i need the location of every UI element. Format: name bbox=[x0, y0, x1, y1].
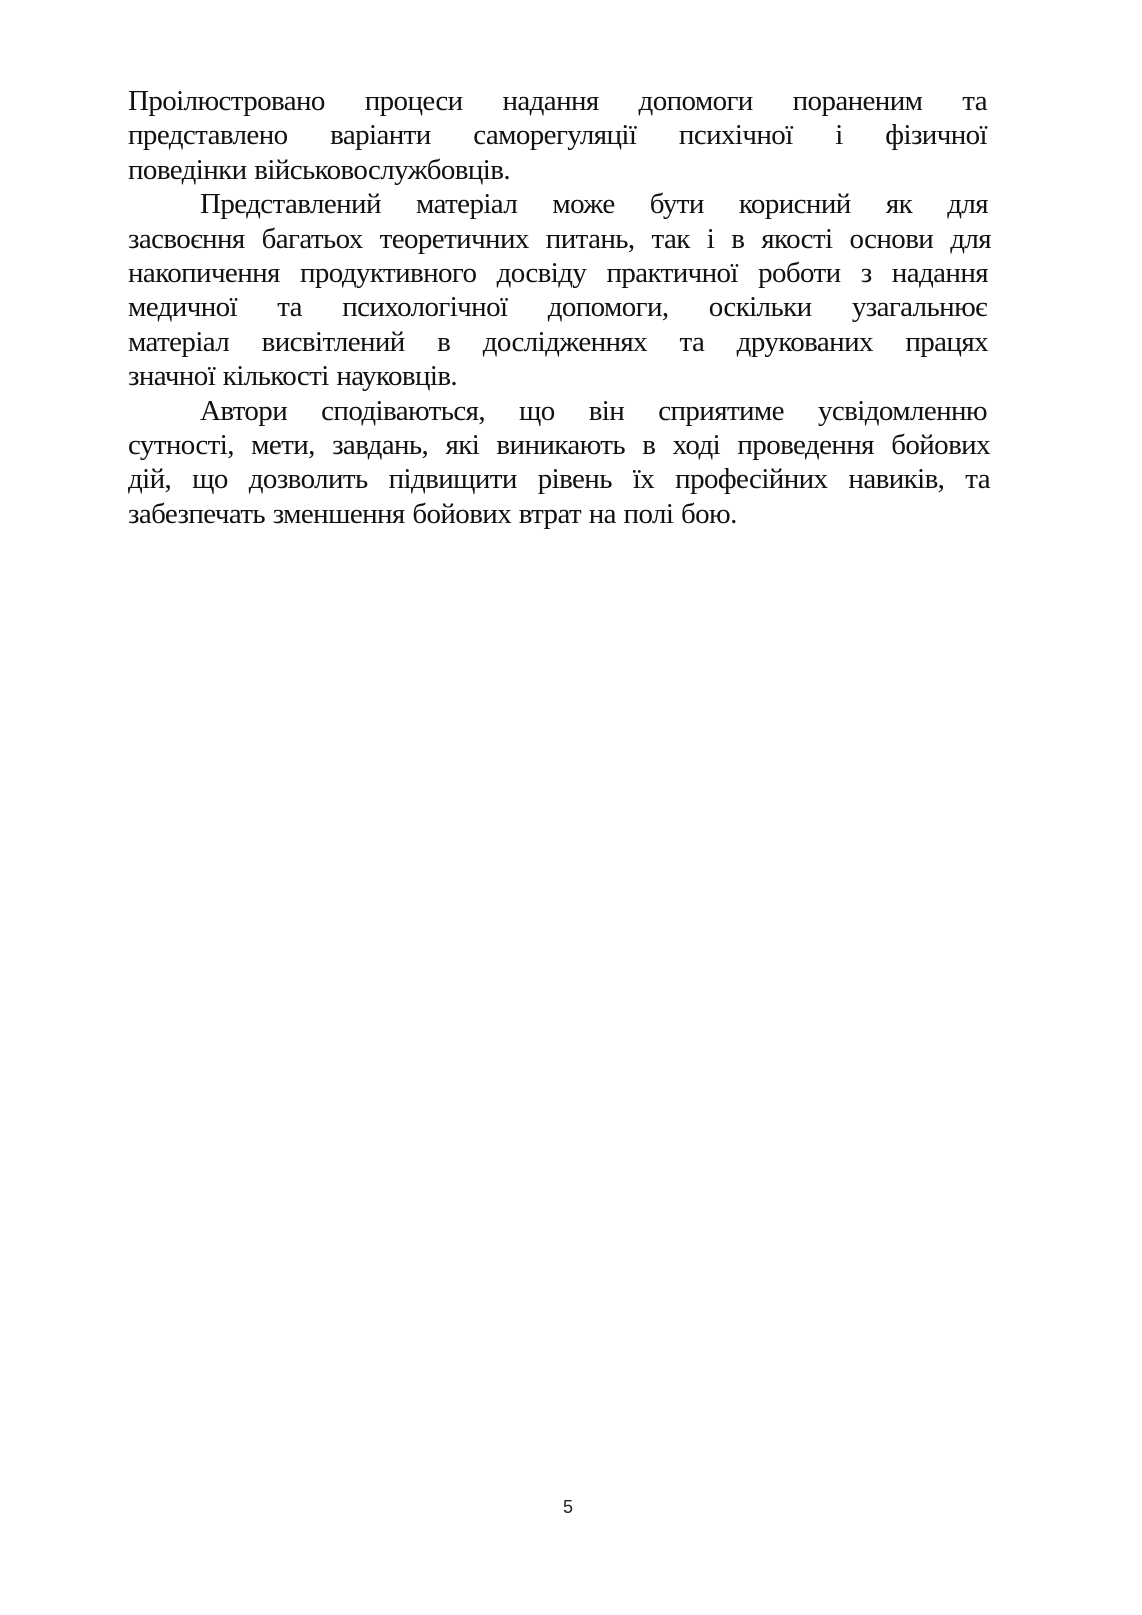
text-line: значної кількості науковців. bbox=[128, 360, 458, 393]
paragraph-1 bbox=[128, 84, 987, 187]
text-line: Проілюстровано процеси надання допомоги пораненим та bbox=[128, 85, 987, 117]
text-line: представлено варіанти саморегуляції психічної і фізичної bbox=[128, 119, 987, 152]
text-line: сутності, мети, завдань, які виникають в ході проведення бойових bbox=[128, 428, 990, 461]
text-line: дій, що дозволить підвищити рівень їх професійних навиків, та bbox=[128, 463, 990, 496]
text-line: поведінки військовослужбовців. bbox=[128, 153, 511, 186]
body-text bbox=[128, 84, 991, 531]
text-line: забезпечать зменшення бойових втрат на полі бою. bbox=[128, 497, 737, 530]
text-line: матеріал висвітлений в дослідженнях та друкованих працях bbox=[128, 325, 988, 358]
text-line: Представлений матеріал може бути корисний як для bbox=[200, 188, 988, 221]
text-line: засвоєння багатьох теоретичних питань, так і в якості основи для bbox=[128, 222, 991, 255]
page-number: 5 bbox=[562, 1497, 573, 1517]
paragraph-2 bbox=[128, 187, 991, 393]
text-line: Автори сподіваються, що він сприятиме усвідомленню bbox=[200, 394, 987, 427]
text-line: медичної та психологічної допомоги, оскільки узагальнює bbox=[128, 291, 987, 324]
text-line: накопичення продуктивного досвіду практичної роботи з надання bbox=[128, 256, 988, 289]
page-number-footer bbox=[0, 1497, 1142, 1518]
paragraph-3 bbox=[128, 394, 990, 532]
